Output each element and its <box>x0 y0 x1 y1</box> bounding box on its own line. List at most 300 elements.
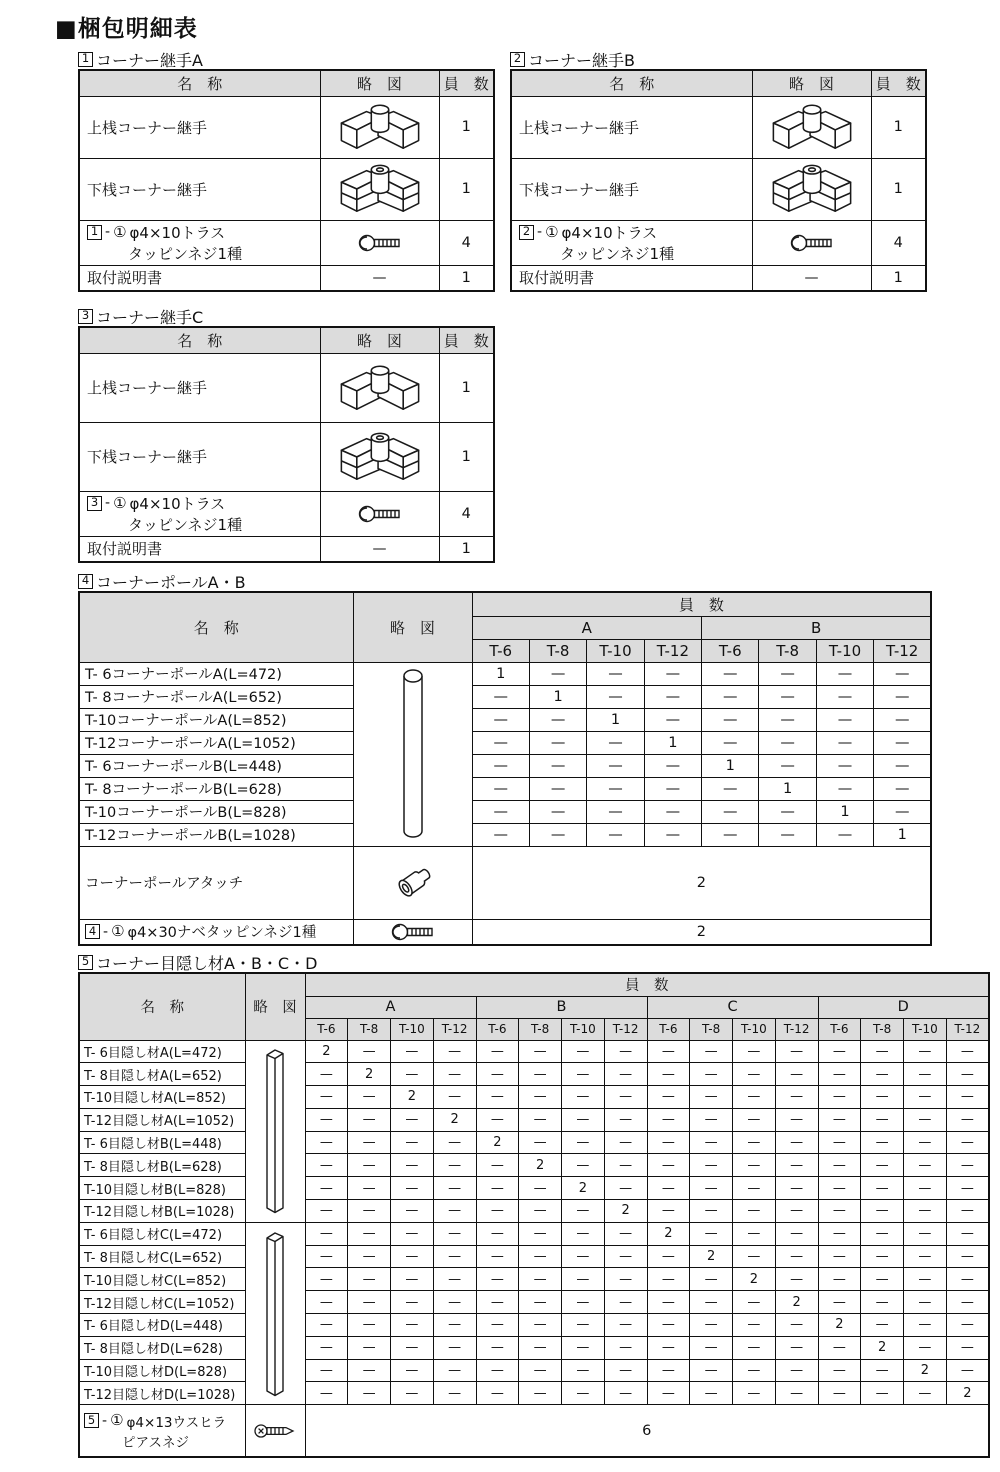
column-header-diagram: 略 図 <box>245 973 305 1040</box>
item-name-text: φ4×13ウスヒラ <box>126 1414 227 1431</box>
quantity-cell: — <box>433 1086 476 1109</box>
quantity-cell: — <box>861 1291 904 1314</box>
quantity-cell: — <box>647 1314 690 1337</box>
diagram-cell <box>245 1222 305 1404</box>
quantity-cell: — <box>562 1245 605 1268</box>
packing-section <box>78 571 1000 946</box>
quantity-cell: — <box>946 1108 989 1131</box>
quantity-cell: — <box>476 1314 519 1337</box>
quantity-cell: 4 <box>439 220 494 265</box>
quantity-cell: — <box>562 1040 605 1063</box>
item-name: T- 8目隠し材B(L=628) <box>79 1154 245 1177</box>
quantity-cell: — <box>476 1063 519 1086</box>
column-size-header: T-12 <box>775 1018 818 1040</box>
item-name-line1 <box>519 222 752 243</box>
quantity-cell: — <box>348 1040 391 1063</box>
table-row <box>511 96 926 158</box>
quantity-cell: — <box>904 1222 947 1245</box>
quantity-cell: 1 <box>816 800 873 823</box>
quantity-cell: — <box>519 1382 562 1405</box>
quantity-cell: — <box>733 1131 776 1154</box>
table-row <box>79 1382 989 1405</box>
table-row <box>79 777 931 800</box>
quantity-cell: — <box>818 1382 861 1405</box>
ref-separator: - <box>105 224 111 240</box>
quantity-cell: — <box>644 823 701 846</box>
quantity-cell: — <box>305 1177 348 1200</box>
quantity-cell: — <box>519 1359 562 1382</box>
table-row <box>79 353 494 422</box>
quantity-cell: — <box>946 1131 989 1154</box>
quantity-cell: 2 <box>733 1268 776 1291</box>
quantity-cell: — <box>904 1314 947 1337</box>
item-name-text: φ4×10トラス <box>129 223 226 242</box>
quantity-cell: — <box>861 1086 904 1109</box>
header-row <box>79 70 494 96</box>
quantity-cell: — <box>348 1245 391 1268</box>
quantity-cell: — <box>904 1131 947 1154</box>
quantity-cell: — <box>861 1108 904 1131</box>
quantity-cell: — <box>759 708 816 731</box>
quantity-cell: — <box>562 1222 605 1245</box>
ref-separator: - <box>103 923 109 940</box>
quantity-cell: — <box>305 1131 348 1154</box>
quantity-cell: — <box>391 1314 434 1337</box>
quantity-cell: — <box>818 1200 861 1223</box>
quantity-cell: — <box>562 1131 605 1154</box>
quantity-cell: — <box>587 754 644 777</box>
quantity-cell: — <box>690 1086 733 1109</box>
quantity-cell: — <box>476 1382 519 1405</box>
quantity-cell: — <box>733 1245 776 1268</box>
table-row <box>79 1154 989 1177</box>
quantity-cell: 2 <box>818 1314 861 1337</box>
table-row <box>79 1131 989 1154</box>
column-header-name: 名 称 <box>79 592 353 662</box>
diagram-cell <box>320 491 439 536</box>
diagram-cell <box>353 662 472 846</box>
quantity-cell: — <box>348 1131 391 1154</box>
item-name <box>79 220 320 265</box>
quantity-cell: — <box>775 1131 818 1154</box>
quantity-cell: — <box>861 1040 904 1063</box>
column-header-diagram: 略 図 <box>353 592 472 662</box>
quantity-cell: — <box>775 1040 818 1063</box>
quantity-cell: — <box>946 1154 989 1177</box>
quantity-cell: — <box>775 1268 818 1291</box>
quantity-cell: — <box>690 1382 733 1405</box>
item-name-line2: タッピンネジ1種 <box>128 244 243 263</box>
quantity-cell: — <box>433 1177 476 1200</box>
item-name-text: φ4×10トラス <box>561 223 658 242</box>
quantity-cell: — <box>391 1382 434 1405</box>
quantity-cell: — <box>476 1177 519 1200</box>
quantity-cell: — <box>733 1359 776 1382</box>
column-group-header: A <box>305 996 476 1018</box>
quantity-cell: — <box>433 1245 476 1268</box>
quantity-cell: — <box>690 1154 733 1177</box>
quantity-cell: — <box>816 777 873 800</box>
quantity-cell: — <box>861 1382 904 1405</box>
item-name: T-12コーナーポールA(L=1052) <box>79 731 353 754</box>
quantity-cell: 2 <box>775 1291 818 1314</box>
quantity-cell: — <box>644 708 701 731</box>
quantity-cell: 1 <box>702 754 759 777</box>
quantity-cell: — <box>587 685 644 708</box>
quantity-cell: — <box>562 1086 605 1109</box>
section-number-box: 4 <box>78 574 93 589</box>
quantity-cell: — <box>348 1268 391 1291</box>
quantity-cell: — <box>775 1086 818 1109</box>
quantity-cell: — <box>861 1200 904 1223</box>
quantity-cell: — <box>690 1222 733 1245</box>
quantity-cell: — <box>587 823 644 846</box>
quantity-cell: — <box>816 662 873 685</box>
quantity-cell: — <box>644 777 701 800</box>
quantity-cell: — <box>702 777 759 800</box>
quantity-cell: — <box>476 1200 519 1223</box>
item-name: T-10コーナーポールB(L=828) <box>79 800 353 823</box>
item-name: T-12コーナーポールB(L=1028) <box>79 823 353 846</box>
item-name: 取付説明書 <box>511 265 752 291</box>
quantity-cell: — <box>874 777 931 800</box>
table-row <box>79 823 931 846</box>
quantity-cell: — <box>647 1268 690 1291</box>
quantity-cell: — <box>433 1131 476 1154</box>
table-row <box>79 708 931 731</box>
diagram-cell <box>752 96 871 158</box>
quantity-cell: — <box>305 1154 348 1177</box>
quantity-cell: — <box>562 1382 605 1405</box>
quantity-cell: — <box>305 1200 348 1223</box>
quantity-cell: — <box>305 1086 348 1109</box>
quantity-cell: — <box>529 754 586 777</box>
quantity-cell: — <box>733 1086 776 1109</box>
ref-separator: - <box>537 224 543 240</box>
quantity-cell: — <box>690 1359 733 1382</box>
quantity-cell: — <box>472 708 529 731</box>
quantity-cell: — <box>391 1200 434 1223</box>
quantity-cell: 6 <box>305 1405 989 1457</box>
quantity-cell: — <box>519 1291 562 1314</box>
quantity-cell: 1 <box>529 685 586 708</box>
quantity-cell: — <box>818 1245 861 1268</box>
quantity-cell: — <box>818 1108 861 1131</box>
quantity-cell: — <box>874 731 931 754</box>
column-header-name: 名 称 <box>79 973 245 1040</box>
item-name: T-10目隠し材B(L=828) <box>79 1177 245 1200</box>
quantity-cell: 4 <box>439 491 494 536</box>
quantity-cell: — <box>348 1200 391 1223</box>
quantity-cell: — <box>562 1154 605 1177</box>
quantity-cell: — <box>818 1040 861 1063</box>
quantity-cell: — <box>305 1063 348 1086</box>
quantity-cell: — <box>690 1131 733 1154</box>
quantity-cell: — <box>433 1314 476 1337</box>
quantity-cell: — <box>305 1291 348 1314</box>
quantity-cell: — <box>818 1154 861 1177</box>
column-header-diagram: 略 図 <box>752 70 871 96</box>
quantity-cell: — <box>874 662 931 685</box>
quantity-cell: — <box>946 1086 989 1109</box>
table-row <box>79 754 931 777</box>
quantity-cell: — <box>562 1291 605 1314</box>
column-size-header: T-6 <box>472 639 529 662</box>
quantity-cell: — <box>816 708 873 731</box>
quantity-cell: 1 <box>472 662 529 685</box>
quantity-cell: — <box>604 1154 647 1177</box>
pierce-screw-icon <box>254 1421 296 1441</box>
item-name: 下桟コーナー継手 <box>511 158 752 220</box>
quantity-cell: — <box>519 1108 562 1131</box>
quantity-cell: — <box>904 1268 947 1291</box>
quantity-cell: — <box>647 1291 690 1314</box>
quantity-cell: — <box>472 731 529 754</box>
quantity-cell: 2 <box>690 1245 733 1268</box>
section-label <box>78 952 1000 972</box>
column-group-header: A <box>472 616 702 639</box>
quantity-cell: — <box>644 800 701 823</box>
quantity-cell: — <box>861 1131 904 1154</box>
column-size-header: T-8 <box>529 639 586 662</box>
quantity-cell: — <box>519 1131 562 1154</box>
header-row <box>79 327 494 353</box>
quantity-cell: — <box>433 1063 476 1086</box>
quantity-cell: — <box>904 1086 947 1109</box>
table-row <box>511 265 926 291</box>
quantity-cell: 1 <box>871 265 926 291</box>
quantity-cell: — <box>647 1382 690 1405</box>
column-size-header: T-12 <box>644 639 701 662</box>
quantity-cell: — <box>476 1336 519 1359</box>
item-name <box>79 491 320 536</box>
section-label-text: コーナー継手A <box>96 50 203 70</box>
quantity-cell: — <box>604 1314 647 1337</box>
quantity-cell: — <box>775 1245 818 1268</box>
item-name: T- 8目隠し材A(L=652) <box>79 1063 245 1086</box>
section-number-box: 3 <box>78 309 93 324</box>
quantity-cell: — <box>861 1245 904 1268</box>
column-size-header: T-10 <box>816 639 873 662</box>
quantity-cell: — <box>562 1336 605 1359</box>
quantity-cell: — <box>391 1063 434 1086</box>
ref-separator: - <box>102 1412 108 1429</box>
quantity-cell: — <box>305 1382 348 1405</box>
item-name: 上桟コーナー継手 <box>79 353 320 422</box>
quantity-cell: — <box>904 1177 947 1200</box>
quantity-cell: — <box>472 754 529 777</box>
quantity-cell: — <box>391 1131 434 1154</box>
item-name: T- 8コーナーポールB(L=628) <box>79 777 353 800</box>
column-group-header: B <box>476 996 647 1018</box>
quantity-cell: — <box>472 777 529 800</box>
quantity-cell: — <box>733 1108 776 1131</box>
quantity-cell: 2 <box>946 1382 989 1405</box>
diagram-cell <box>353 919 472 945</box>
table-row <box>79 846 931 919</box>
quantity-cell: 2 <box>476 1131 519 1154</box>
quantity-cell: — <box>604 1245 647 1268</box>
quantity-cell: — <box>519 1222 562 1245</box>
quantity-cell: — <box>562 1314 605 1337</box>
quantity-cell: — <box>472 823 529 846</box>
quantity-cell: — <box>391 1245 434 1268</box>
quantity-cell: 1 <box>439 422 494 491</box>
item-name <box>79 919 353 945</box>
quantity-cell: — <box>644 754 701 777</box>
column-header-name: 名 称 <box>511 70 752 96</box>
upper-corner-joint-icon <box>332 360 428 416</box>
quantity-cell: — <box>702 800 759 823</box>
quantity-cell: 2 <box>904 1359 947 1382</box>
blind-material-icon <box>262 1228 288 1400</box>
quantity-cell: — <box>775 1108 818 1131</box>
quantity-cell: — <box>604 1040 647 1063</box>
quantity-cell: — <box>874 800 931 823</box>
quantity-cell: — <box>647 1108 690 1131</box>
quantity-cell: — <box>604 1177 647 1200</box>
table-row <box>79 491 494 536</box>
quantity-cell: — <box>476 1291 519 1314</box>
quantity-cell: — <box>529 777 586 800</box>
quantity-cell: — <box>647 1131 690 1154</box>
quantity-cell: — <box>759 800 816 823</box>
quantity-cell: — <box>690 1314 733 1337</box>
column-size-header: T-12 <box>874 639 931 662</box>
quantity-cell: — <box>305 1222 348 1245</box>
quantity-cell: — <box>348 1359 391 1382</box>
parts-table <box>78 69 495 292</box>
quantity-cell: — <box>604 1108 647 1131</box>
ref-number-circle: ① <box>110 1411 124 1429</box>
section-number-box: 5 <box>78 955 93 970</box>
packing-section <box>78 49 495 292</box>
quantity-cell: — <box>946 1336 989 1359</box>
page-title: ■梱包明細表 <box>55 16 198 42</box>
column-size-header: T-10 <box>562 1018 605 1040</box>
quantity-cell: 1 <box>439 158 494 220</box>
quantity-cell: — <box>562 1268 605 1291</box>
diagram-cell: — <box>320 536 439 562</box>
quantity-cell: — <box>904 1291 947 1314</box>
item-name-text: φ4×10トラス <box>129 494 226 513</box>
quantity-cell: — <box>818 1359 861 1382</box>
quantity-cell: — <box>733 1222 776 1245</box>
quantity-cell: — <box>562 1108 605 1131</box>
quantity-cell: — <box>861 1359 904 1382</box>
quantity-cell: — <box>733 1063 776 1086</box>
quantity-cell: — <box>775 1222 818 1245</box>
item-name: T-12目隠し材D(L=1028) <box>79 1382 245 1405</box>
quantity-cell: — <box>861 1222 904 1245</box>
table-row <box>79 1291 989 1314</box>
quantity-cell: — <box>604 1131 647 1154</box>
section-label-text: コーナーポールA・B <box>96 572 246 592</box>
quantity-cell: — <box>759 823 816 846</box>
quantity-cell: — <box>348 1314 391 1337</box>
item-name: T- 6目隠し材A(L=472) <box>79 1040 245 1063</box>
quantity-cell: — <box>874 754 931 777</box>
quantity-cell: — <box>587 662 644 685</box>
diagram-cell <box>245 1040 305 1222</box>
quantity-cell: — <box>775 1382 818 1405</box>
quantity-cell: — <box>391 1154 434 1177</box>
item-name <box>511 220 752 265</box>
item-name: T- 8目隠し材C(L=652) <box>79 1245 245 1268</box>
item-name: T-10目隠し材D(L=828) <box>79 1359 245 1382</box>
quantity-cell: — <box>818 1177 861 1200</box>
column-size-header: T-10 <box>391 1018 434 1040</box>
quantity-cell: — <box>519 1177 562 1200</box>
column-header-diagram: 略 図 <box>320 70 439 96</box>
quantity-cell: — <box>587 800 644 823</box>
table-row <box>79 662 931 685</box>
item-name: 下桟コーナー継手 <box>79 422 320 491</box>
column-group-header: B <box>702 616 932 639</box>
quantity-cell: 4 <box>871 220 926 265</box>
quantity-cell: — <box>391 1040 434 1063</box>
quantity-cell: — <box>348 1382 391 1405</box>
diagram-cell <box>752 220 871 265</box>
quantity-cell: — <box>702 823 759 846</box>
section-label <box>78 306 495 326</box>
ref-number-box: 5 <box>84 1413 99 1428</box>
quantity-cell: — <box>816 754 873 777</box>
column-size-header: T-12 <box>433 1018 476 1040</box>
quantity-cell: — <box>391 1222 434 1245</box>
column-group-header: D <box>818 996 989 1018</box>
quantity-cell: — <box>433 1336 476 1359</box>
quantity-cell: — <box>476 1268 519 1291</box>
quantity-cell: — <box>391 1177 434 1200</box>
column-size-header: T-10 <box>587 639 644 662</box>
section-label-text: コーナー継手C <box>96 307 204 327</box>
quantity-cell: — <box>519 1200 562 1223</box>
quantity-cell: — <box>816 731 873 754</box>
table-row <box>79 1336 989 1359</box>
item-name: 下桟コーナー継手 <box>79 158 320 220</box>
column-size-header: T-8 <box>759 639 816 662</box>
diagram-cell <box>320 422 439 491</box>
quantity-cell: — <box>604 1291 647 1314</box>
column-size-header: T-10 <box>904 1018 947 1040</box>
quantity-cell: — <box>904 1108 947 1131</box>
section-label <box>78 49 495 69</box>
quantity-cell: — <box>861 1268 904 1291</box>
table-row <box>79 1040 989 1063</box>
column-group-header: C <box>647 996 818 1018</box>
item-name: T- 6コーナーポールB(L=448) <box>79 754 353 777</box>
header-row <box>511 70 926 96</box>
table-row <box>79 1222 989 1245</box>
header-row <box>79 592 931 616</box>
item-name-text: φ4×30ナベタッピンネジ1種 <box>127 925 317 942</box>
quantity-cell: — <box>391 1291 434 1314</box>
item-name: T-12目隠し材B(L=1028) <box>79 1200 245 1223</box>
quantity-cell: — <box>433 1268 476 1291</box>
quantity-cell: — <box>759 731 816 754</box>
column-size-header: T-10 <box>733 1018 776 1040</box>
quantity-cell: — <box>690 1268 733 1291</box>
diagram-cell <box>245 1405 305 1457</box>
quantity-cell: — <box>904 1040 947 1063</box>
quantity-cell: — <box>775 1359 818 1382</box>
column-size-header: T-8 <box>690 1018 733 1040</box>
table-row <box>79 919 931 945</box>
quantity-cell: — <box>690 1177 733 1200</box>
quantity-cell: — <box>818 1086 861 1109</box>
quantity-cell: — <box>519 1040 562 1063</box>
